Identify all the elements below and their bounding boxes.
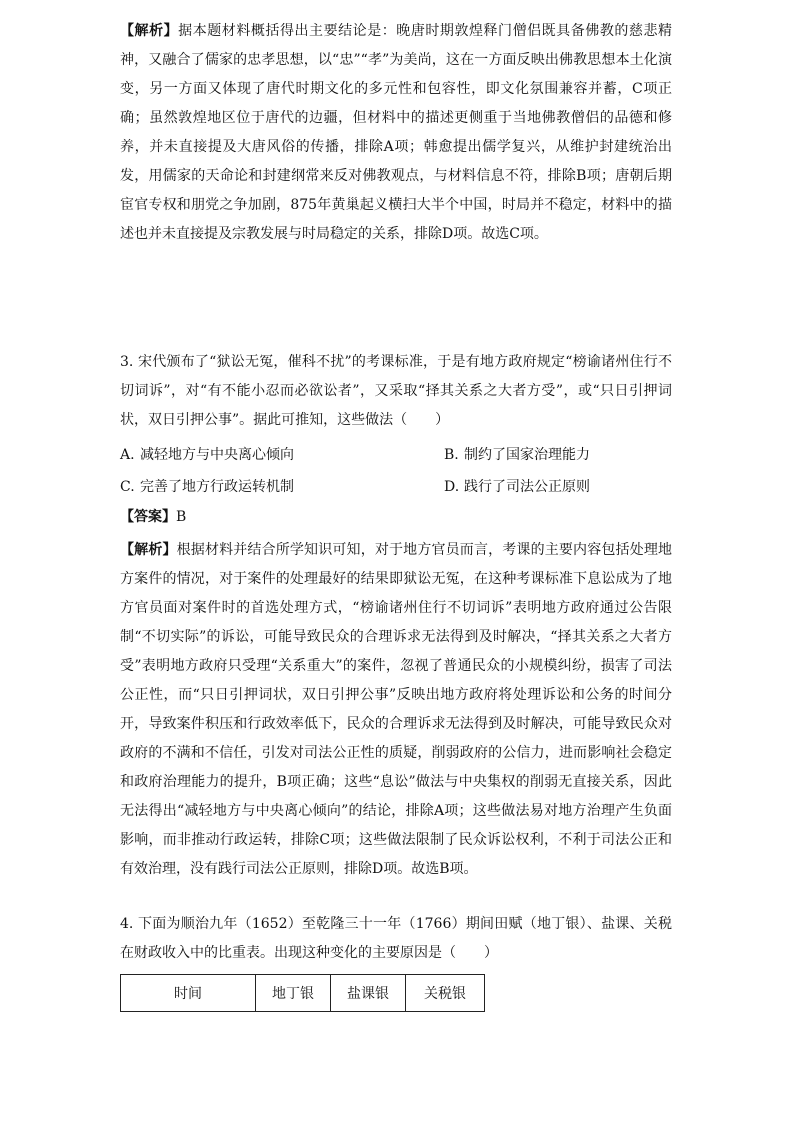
option-c-text: 完善了地方行政运转机制 (140, 479, 294, 495)
revenue-table (120, 974, 485, 1012)
analysis-text-q3: 根据材料并结合所学知识可知，对于地方官员而言，考课的主要内容包括处理地方案件的情况，对于案件的处理最好的结果即狱讼无冤，在这种考课标准下息讼成为了地方官员面对案件时的首选处理方式，“榜谕诸州住行不切词诉”表明地方政府通过公告限制“不切实际”的诉讼，可能导致民众的合理诉求无法得到及时解决，“择其关系之大者方受”表明地方政府只受理“关系重大”的案件，忽视了普通民众的小规模纠纷，损害了司法公正性，而“只日引押词状，双日引押公事”反映出地方政府将处理诉讼和公务的时间分开，导致案件积压和行政效率低下，民众的合理诉求无法得到及时解决，可能导致民众对政府的不满和不信任，引发对司法公正性的质疑，削弱政府的公信力，进而影响社会稳定和政府治理能力的提升，B项正确；这些“息讼”做法与中央集权的削弱无直接关系，因此无法得出“减轻地方与中央离心倾向”的结论，排除A项；这些做法易对地方治理产生负面影响，而非推动行政运转，排除C项；这些做法限制了民众诉讼权利，不利于司法公正和有效治理，没有践行司法公正原则，排除D项。故选B项。 (120, 542, 673, 877)
question-4-stem-text: 4. 下面为顺治九年（1652）至乾隆三十一年（1766）期间田赋（地丁银）、盐课、关税在财政收入中的比重表。出现这种变化的主要原因是（ ） (120, 916, 672, 961)
option-d[interactable] (444, 477, 590, 497)
option-c-letter: C. (120, 479, 135, 495)
analysis-paragraph-q2 (120, 17, 672, 347)
option-b[interactable] (444, 445, 590, 465)
question-3-stem-text: 3. 宋代颁布了“狱讼无冤，催科不扰”的考课标准，于是有地方政府规定“榜谕诸州住行不切词诉”，对“有不能小忍而必欲讼者”，又采取“择其关系之大者方受”，或“只日引押词状，双日引押公事”。据此可推知，这些做法（ ） (120, 354, 672, 428)
option-d-text: 践行了司法公正原则 (464, 479, 590, 495)
option-a[interactable] (120, 445, 294, 465)
option-b-text: 制约了国家治理能力 (464, 447, 590, 463)
analysis-label-q3: 【解析】 (120, 542, 177, 558)
option-b-letter: B. (444, 447, 459, 463)
table-header-customs: 关税银 (406, 975, 485, 1012)
answer-line (120, 503, 672, 532)
option-a-letter: A. (120, 447, 135, 463)
analysis-text: 据本题材料概括得出主要结论是：晚唐时期敦煌释门僧侣既具备佛教的慈悲精神，又融合了儒家的忠孝思想，以“忠”“孝”为美尚，这在一方面反映出佛教思想本土化演变，另一方面又体现了唐代时期文化的多元性和包容性，即文化氛围兼容并蓄，C项正确；虽然敦煌地区位于唐代的边疆，但材料中的描述更侧重于当地佛教僧侣的品德和修养，并未直接提及大唐风俗的传播，排除A项；韩愈提出儒学复兴，从维护封建统治出发，用儒家的天命论和封建纲常来反对佛教观点，与材料信息不符，排除B项；唐朝后期宦官专权和朋党之争加剧，875年黄巢起义横扫大半个中国，时局并不稳定，材料中的描述也并未直接提及宗教发展与时局稳定的关系，排除D项。故选C项。 (120, 23, 672, 242)
table-header-land-tax: 地丁银 (256, 975, 331, 1012)
analysis-label: 【解析】 (120, 23, 179, 39)
answer-value: B (176, 509, 187, 525)
question-3-stem (120, 348, 672, 435)
answer-label: 【答案】 (120, 509, 176, 525)
option-d-letter: D. (444, 479, 460, 495)
table-header-row (121, 975, 485, 1012)
question-4-stem (120, 910, 672, 968)
option-c[interactable] (120, 477, 294, 497)
option-a-text: 减轻地方与中央离心倾向 (140, 447, 294, 463)
table-header-salt-tax: 盐课银 (331, 975, 406, 1012)
analysis-paragraph-q3 (120, 536, 672, 884)
table-header-time: 时间 (121, 975, 256, 1012)
